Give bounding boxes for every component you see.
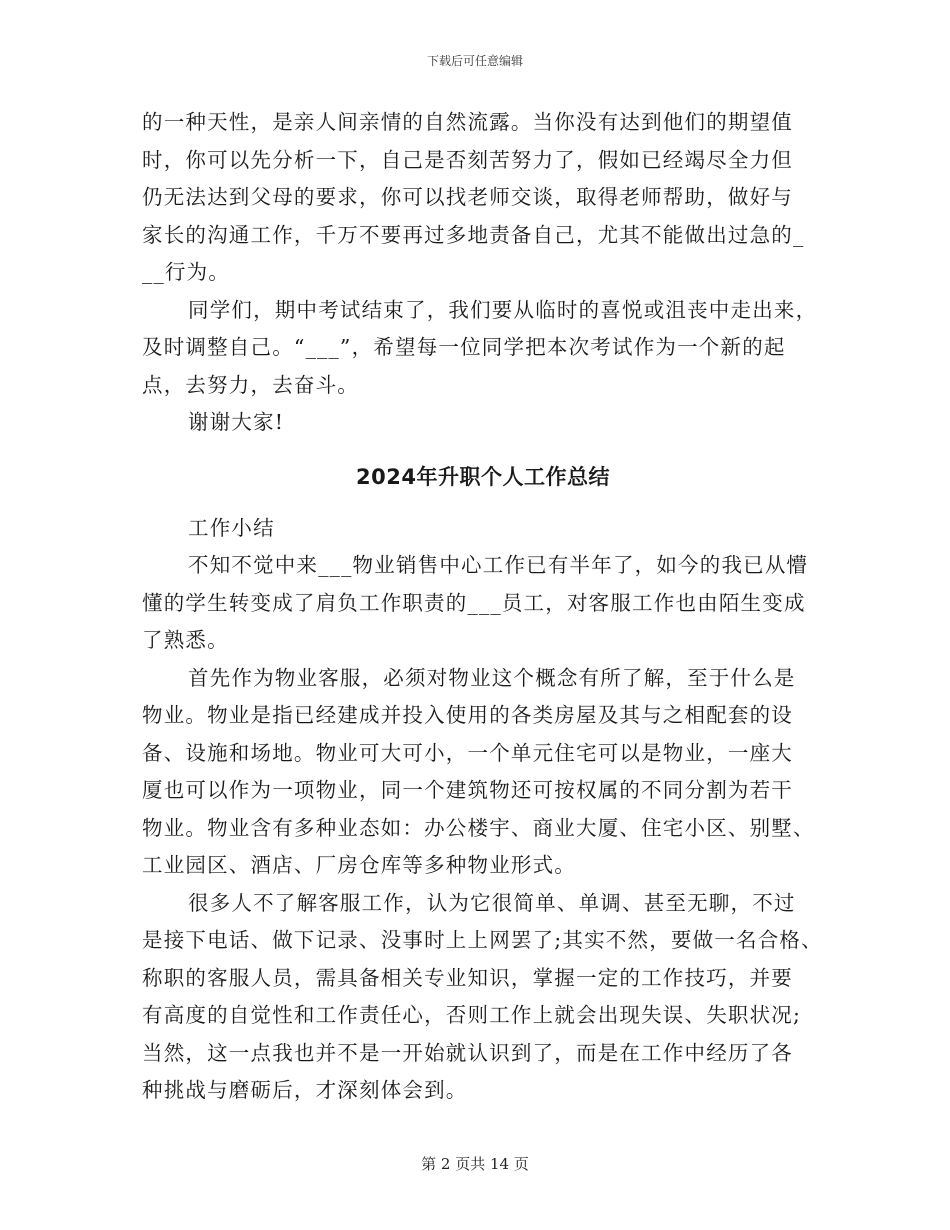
section-title: 2024年升职个人工作总结 xyxy=(356,464,610,489)
text-line: 是接下电话、做下记录、没事时上上网罢了;其实不然，要做一名合格、 xyxy=(142,928,823,952)
paragraph-property xyxy=(142,660,824,885)
text-line: 的一种天性，是亲人间亲情的自然流露。当你没有达到他们的期望值 xyxy=(142,110,793,134)
text-line: 有高度的自觉性和工作责任心，否则工作上就会出现失误、失职状况; xyxy=(142,1003,802,1027)
page-header: 下载后可任意编辑 xyxy=(426,54,523,68)
text-line: 懂的学生转变成了肩负工作职责的___员工，对客服工作也由陌生变成 xyxy=(142,590,806,615)
text-line: 及时调整自己。“___”，希望每一位同学把本次考试作为一个新的起 xyxy=(142,335,786,359)
text-line: 备、设施和场地。物业可大可小，一个单元住宅可以是物业，一座大 xyxy=(142,740,793,765)
text-line: 首先作为物业客服，必须对物业这个概念有所了解，至于什么是 xyxy=(188,665,796,690)
text-line: 时，你可以先分析一下，自己是否刻苦努力了，假如已经竭尽全力但 xyxy=(142,147,793,172)
text-line: 称职的客服人员，需具备相关专业知识，掌握一定的工作技巧，并要 xyxy=(142,965,793,990)
paragraph-intro xyxy=(142,547,824,660)
text-line: 仍无法达到父母的要求，你可以找老师交谈，取得老师帮助，做好与 xyxy=(142,185,793,209)
text-line: 很多人不了解客服工作，认为它很简单、单调、甚至无聊，不过 xyxy=(188,890,796,915)
text-line: 种挑战与磨砺后，才深刻体会到。 xyxy=(142,1078,468,1102)
paragraph-exam xyxy=(142,292,824,405)
page-footer: 第 2 页共 14 页 xyxy=(421,1155,529,1173)
closing-line: 谢谢大家! xyxy=(188,410,285,434)
text-line: 不知不觉中来___物业销售中心工作已有半年了，如今的我已从懵 xyxy=(188,553,809,577)
text-line: 工业园区、酒店、厂房仓库等多种物业形式。 xyxy=(142,853,576,877)
text-line: 物业。物业是指已经建成并投入使用的各类房屋及其与之相配套的设 xyxy=(142,703,793,727)
document-body xyxy=(142,104,824,1110)
text-line: 了熟悉。 xyxy=(142,628,229,652)
text-line: __行为。 xyxy=(142,260,230,284)
section-subtitle: 工作小结 xyxy=(188,515,275,540)
text-line: 厦也可以作为一项物业，同一个建筑物还可按权属的不同分割为若干 xyxy=(142,778,793,802)
paragraph-continuation xyxy=(142,104,824,292)
text-line: 当然，这一点我也并不是一开始就认识到了，而是在工作中经历了各 xyxy=(142,1040,793,1065)
text-line: 家长的沟通工作，千万不要再过多地责备自己，尤其不能做出过急的_ xyxy=(142,222,805,247)
text-line: 点，去努力，去奋斗。 xyxy=(142,372,359,397)
paragraph-service xyxy=(142,885,824,1110)
text-line: 物业。物业含有多种业态如：办公楼宇、商业大厦、住宅小区、别墅、 xyxy=(142,815,815,840)
text-line: 同学们，期中考试结束了，我们要从临时的喜悦或沮丧中走出来， xyxy=(188,297,818,322)
